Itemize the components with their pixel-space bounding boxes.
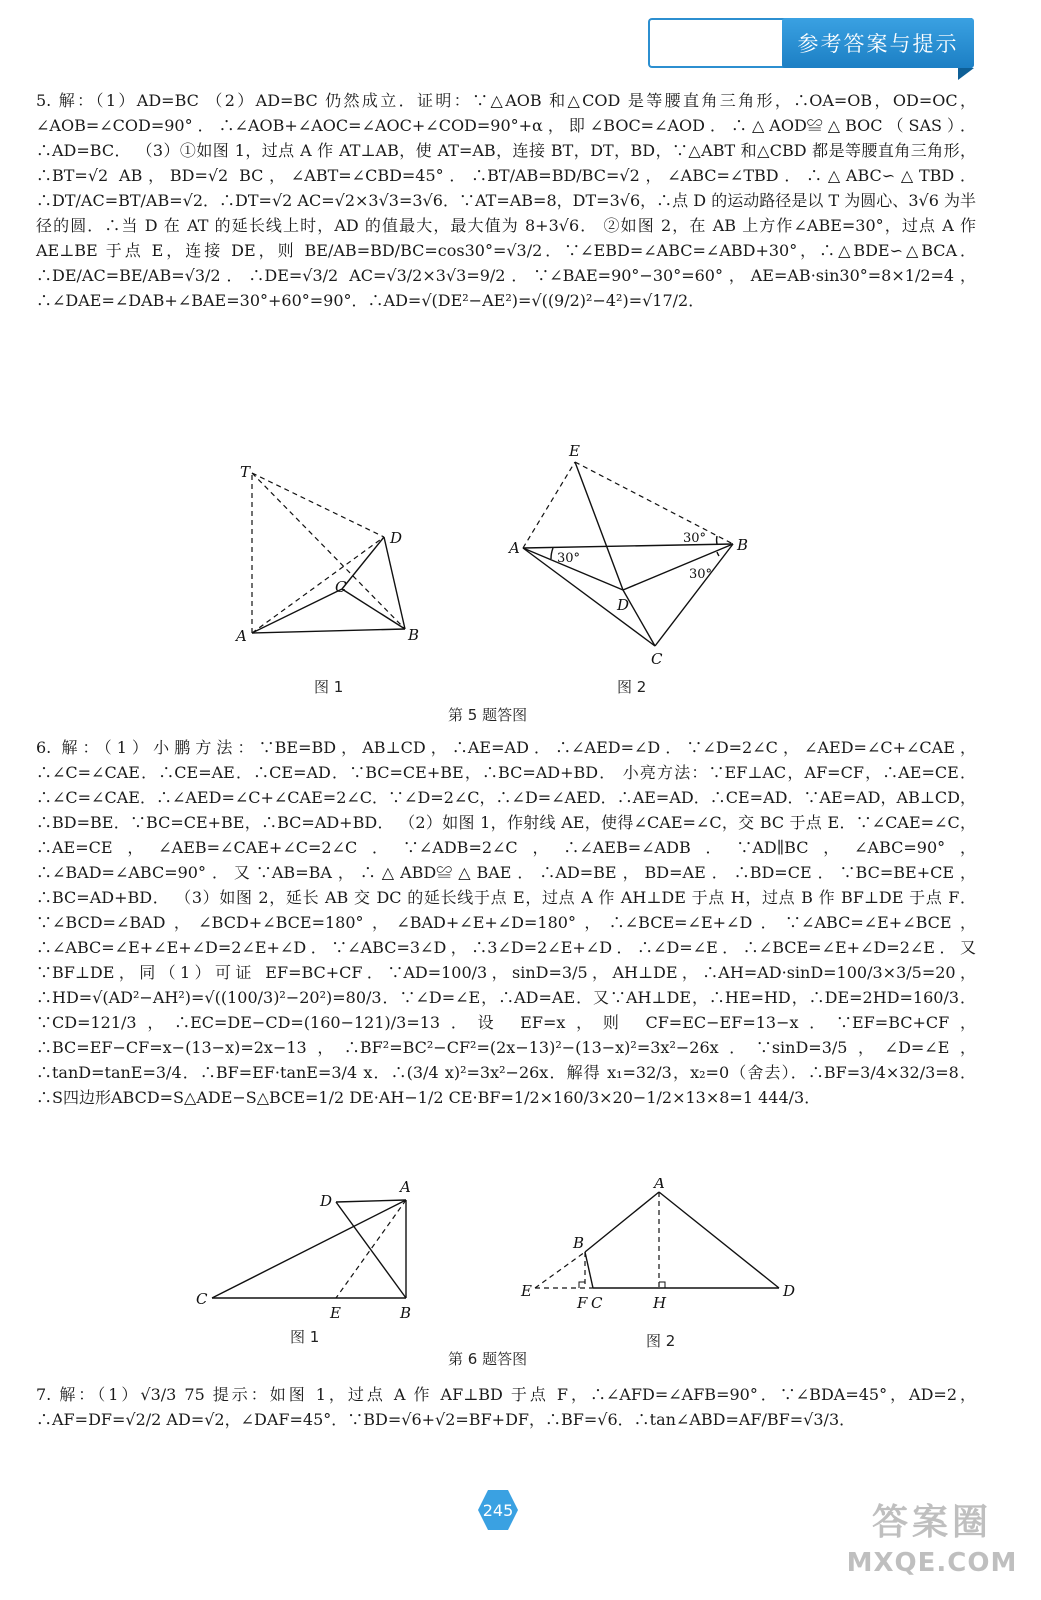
q5f1-label-d: D xyxy=(390,529,403,547)
q6-figure-1 xyxy=(190,1172,430,1322)
q5f2-label-d: D xyxy=(617,596,630,614)
q7-solution xyxy=(36,1382,976,1432)
q5f1-segment-ac xyxy=(252,589,342,633)
q5f2-angle-b-top: 30° xyxy=(683,531,707,546)
q5f2-label-a: A xyxy=(509,539,520,557)
q6f1-label-e: E xyxy=(330,1304,341,1322)
q5f2-angle-arc-a xyxy=(551,548,553,559)
q5f1-label-t: T xyxy=(240,463,251,481)
q5-fig2-caption: 图 2 xyxy=(617,678,647,696)
q6f2-label-h: H xyxy=(653,1294,667,1312)
q5-solution xyxy=(36,88,976,313)
q5-paragraph: 5. 解：（1）AD=BC （2）AD=BC 仍然成立．证明：∵△AOB 和△COD 是等腰直角三角形，∴OA=OB，OD=OC，∠AOB=∠COD=90°．∴∠AOB+∠AOC=∠AOC+∠COD=90°+α，即∠BOC=∠AOD．∴△AOD≌△BOC（SAS）．∴AD=BC． （3）①如图 1，过点 A 作 AT⊥AB，使 AT=AB，连接 BT，DT，BD，∵△ABT 和△CBD 都是等腰直角三角形，∴BT=√2 AB，BD=√2 BC，∠ABT=∠CBD=45°．∴BT/AB=BD/BC=√2，∠ABC=∠TBD．∴△ABC∽△TBD．∴DT/AC=BT/AB=√2．∴DT=√2 AC=√2×3√3=3√6．∵AT=AB=8，DT=3√6，∴点 D 的运动路径是以 T 为圆心、3√6 为半径的圆．∴当 D 在 AT 的延长线上时，AD 的值最大，最大值为 8+3√6． ②如图 2，在 AB 上方作∠ABE=30°，过点 A 作 AE⊥BE 于点 E，连接 DE，则 BE/AB=BD/BC=cos30°=√3/2．∵∠EBD=∠ABC=∠ABD+30°，∴△BDE∽△BCA．∴DE/AC=BE/AB=√3/2．∴DE=√3/2 AC=√3/2×3√3=9/2．∵∠BAE=90°−30°=60°，AE=AB·sin30°=8×1/2=4，∴∠DAE=∠DAB+∠BAE=30°+60°=90°．∴AD=√(DE²−AE²)=√((9/2)²−4²)=√17/2． xyxy=(36,91,976,310)
q6-figure-title: 第 6 题答图 xyxy=(448,1350,528,1368)
section-title: 参考答案与提示 xyxy=(782,18,974,68)
q5-fig1-caption: 图 1 xyxy=(314,678,344,696)
q6f2-label-c: C xyxy=(591,1294,603,1312)
q5f1-segment-db xyxy=(384,537,405,629)
q5f1-segment-ab xyxy=(252,629,405,633)
q5f2-dashed-eb xyxy=(575,462,733,544)
q6f2-right-angle-h xyxy=(659,1282,665,1288)
q5f2-angle-a: 30° xyxy=(557,551,581,566)
q5f1-label-b: B xyxy=(408,626,420,644)
q6f1-label-b: B xyxy=(400,1304,412,1322)
q6f2-segment-ad xyxy=(659,1192,779,1288)
page-number: 245 xyxy=(478,1490,518,1530)
q5f2-segment-ac xyxy=(523,548,655,646)
q6f2-label-b: B xyxy=(573,1234,585,1252)
q6-fig1-caption: 图 1 xyxy=(290,1328,320,1346)
q5f2-segment-cb xyxy=(655,544,733,646)
header-fold xyxy=(958,68,974,80)
q6-fig2-caption: 图 2 xyxy=(646,1332,676,1350)
q6f2-label-d: D xyxy=(783,1282,796,1300)
q6f1-label-d: D xyxy=(320,1192,333,1210)
q6-paragraph: 6. 解：（1）小鹏方法：∵BE=BD，AB⊥CD，∴AE=AD．∴∠AED=∠D．∵∠D=2∠C，∠AED=∠C+∠CAE，∴∠C=∠CAE．∴CE=AE．∴CE=AD．∵BC=CE+BE，∴BC=AD+BD． 小亮方法：∵EF⊥AC，AF=CF，∴AE=CE．∴∠C=∠CAE．∴∠AED=∠C+∠CAE=2∠C．∵∠D=2∠C，∴∠D=∠AED．∴AE=AD．∴CE=AD．∵AE=AD，AB⊥CD，∴BD=BE．∵BC=CE+BE，∴BC=AD+BD． （2）如图 1，作射线 AE，使得∠CAE=∠C，交 BC 于点 E．∵∠CAE=∠C，∴AE=CE，∠AEB=∠CAE+∠C=2∠C．∵∠ADB=2∠C，∴∠AEB=∠ADB．∵AD∥BC，∠ABC=90°，∴∠BAD=∠ABC=90°．又∵AB=BA，∴△ABD≌△BAE．∴AD=BE，BD=AE．∴BD=CE．∵BC=BE+CE，∴BC=AD+BD． （3）如图 2，延长 AB 交 DC 的延长线于点 E，过点 A 作 AH⊥DE 于点 H，过点 B 作 BF⊥DE 于点 F．∵∠BCD=∠BAD，∠BCD+∠BCE=180°，∠BAD+∠E+∠D=180°，∴∠BCE=∠E+∠D．∵∠ABC=∠E+∠BCE，∴∠ABC=∠E+∠E+∠D=2∠E+∠D．∵∠ABC=3∠D，∴3∠D=2∠E+∠D．∴∠D=∠E．∴∠BCE=∠E+∠D=2∠E．又∵BF⊥DE，同（1）可证 EF=BC+CF．∵AD=100/3，sinD=3/5，AH⊥DE，∴AH=AD·sinD=100/3×3/5=20，∴HD=√(AD²−AH²)=√((100/3)²−20²)=80/3．∵∠D=∠E，∴AD=AE．又∵AH⊥DE，∴HE=HD，∴DE=2HD=160/3．∵CD=121/3，∴EC=DE−CD=(160−121)/3=13．设 EF=x，则 CF=EC−EF=13−x．∵EF=BC+CF，∴BC=EF−CF=x−(13−x)=2x−13，∴BF²=BC²−CF²=(2x−13)²−(13−x)²=3x²−26x．∵sinD=3/5，∠D=∠E，∴tanD=tanE=3/4．∴BF=EF·tanE=3/4 x．∴(3/4 x)²=3x²−26x．解得 x₁=32/3，x₂=0（舍去）．∴BF=3/4×32/3=8．∴S四边形ABCD=S△ADE−S△BCE=1/2 DE·AH−1/2 CE·BF=1/2×160/3×20−1/2×13×8=1 444/3． xyxy=(36,738,976,1107)
q5f1-dashed-tb xyxy=(252,473,405,629)
q7-paragraph: 7. 解：（1）√3/3 75 提示：如图 1，过点 A 作 AF⊥BD 于点 F，∴∠AFD=∠AFB=90°．∵∠BDA=45°，AD=2，∴AF=DF=√2/2 AD=√2，∠DAF=45°．∵BD=√6+√2=BF+DF，∴BF=√6．∴tan∠ABD=AF/BF=√3/3． xyxy=(36,1385,976,1429)
q5-figure-1 xyxy=(230,455,430,655)
q5f2-segment-ed xyxy=(575,462,623,590)
q6f2-label-f: F xyxy=(577,1294,588,1312)
q6f1-segment-da xyxy=(336,1200,406,1202)
q5f2-angle-b-bottom: 30° xyxy=(689,567,713,582)
q6f2-label-e: E xyxy=(521,1282,532,1300)
q5f2-label-b: B xyxy=(737,536,749,554)
q6f2-right-angle-f xyxy=(579,1282,585,1288)
q5-figure-2 xyxy=(505,440,765,670)
q6f1-label-c: C xyxy=(196,1290,208,1308)
q6f2-label-a: A xyxy=(654,1178,665,1192)
q6f2-segment-ab xyxy=(585,1192,659,1252)
q5f2-label-c: C xyxy=(651,650,663,668)
q6f2-segment-bc xyxy=(585,1252,593,1288)
q5-figure-title: 第 5 题答图 xyxy=(448,706,528,724)
q5f1-label-a: A xyxy=(236,627,247,645)
q5f1-segment-cb xyxy=(342,589,405,629)
q6-figure-2 xyxy=(515,1178,805,1318)
q5f1-label-c: C xyxy=(335,578,347,596)
q5f2-label-e: E xyxy=(569,442,580,460)
q6f2-dashed-eb xyxy=(535,1252,585,1288)
watermark-site: MXQE.COM xyxy=(846,1548,1018,1578)
watermark xyxy=(842,1500,1022,1590)
q5f1-dashed-ad xyxy=(252,537,384,633)
q5f2-dashed-ae xyxy=(523,462,575,548)
watermark-logo: 答案圈 xyxy=(871,1502,992,1543)
q6f1-label-a: A xyxy=(400,1178,411,1196)
q6f1-segment-ca xyxy=(212,1200,406,1298)
q5f2-segment-db xyxy=(623,544,733,590)
q5f1-dashed-td xyxy=(252,473,384,537)
q5f2-angle-arc-b2 xyxy=(717,552,719,556)
q6-solution xyxy=(36,735,976,1110)
